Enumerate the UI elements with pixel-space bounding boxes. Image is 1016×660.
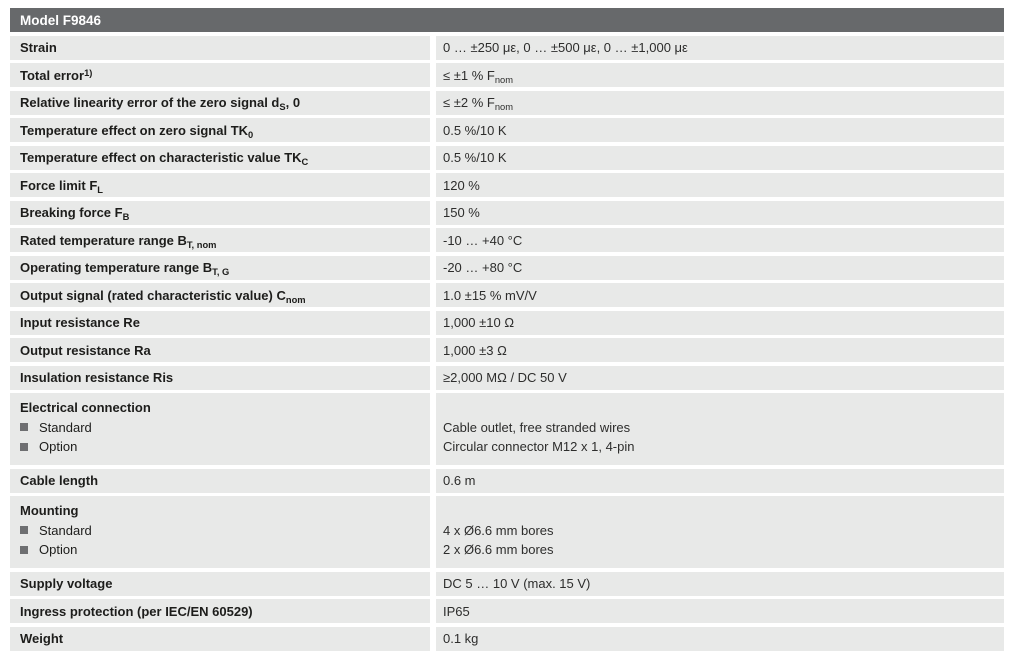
spec-value-text: 1,000 ±3 Ω <box>443 342 507 358</box>
table-row <box>10 91 1004 115</box>
spec-label-text: Operating temperature range $B_{T, G}$ <box>20 260 230 277</box>
spec-label-text: Input resistance Re <box>20 315 140 330</box>
table-row <box>10 572 1004 596</box>
table-row <box>10 201 1004 225</box>
table-row <box>10 173 1004 197</box>
table-row <box>10 366 1004 390</box>
spec-value-text: 1,000 ±10 Ω <box>443 315 515 330</box>
bullet-item-label: Option <box>39 542 78 557</box>
table-row <box>10 469 1004 493</box>
spec-value-text: 0.5 %/10 K <box>443 150 507 165</box>
spec-label <box>10 63 430 87</box>
bullet-item-value: 4 x Ø6.6 mm bores <box>443 522 554 538</box>
spec-label-text: Temperature effect on zero signal $TK_0$ <box>20 122 254 140</box>
spec-value-text: ≥2,000 MΩ / DC 50 V <box>443 370 567 385</box>
spec-value <box>436 393 1004 465</box>
bullet-item-label: Standard <box>39 522 92 538</box>
spec-value <box>436 201 1004 225</box>
spec-value <box>436 338 1004 362</box>
square-bullet-icon <box>20 443 28 451</box>
table-row <box>10 311 1004 335</box>
square-bullet-icon <box>20 423 28 431</box>
spec-value-text: IP65 <box>443 603 470 619</box>
spec-label-text: Supply voltage <box>20 576 113 591</box>
spec-label-text: Force limit $F_L$ <box>20 177 104 195</box>
table-row <box>10 228 1004 252</box>
table-row <box>10 496 1004 568</box>
bullet-line <box>20 437 430 457</box>
bullet-item-value: Cable outlet, free stranded wires <box>443 419 631 435</box>
spec-value <box>436 366 1004 390</box>
spec-label <box>10 283 430 307</box>
spec-value-text: 0 … ±250 με, 0 … ±500 με, 0 … ±1,000 με <box>443 40 688 55</box>
table-row <box>10 393 1004 465</box>
spec-table <box>10 8 1004 651</box>
spec-label <box>10 228 430 252</box>
bullet-item-value: 2 x Ø6.6 mm bores <box>443 542 554 557</box>
spec-value <box>436 228 1004 252</box>
spec-label-text: Relative linearity error of the zero signal $d_S$, 0 <box>20 95 301 112</box>
bullet-line <box>20 540 430 560</box>
spec-label <box>10 338 430 362</box>
spec-label-text: Output signal (rated characteristic value) $C_{nom}$ <box>20 287 306 305</box>
spec-value-text: ≤ ±1 % $F_{nom}$ <box>443 67 514 85</box>
spec-label-text: Rated temperature range $B_{T, nom}$ <box>20 232 217 250</box>
group-title: Mounting <box>20 503 79 518</box>
spec-label <box>10 496 430 568</box>
bullet-line <box>20 521 430 541</box>
spec-value <box>436 173 1004 197</box>
spec-label <box>10 256 430 280</box>
spec-value-text: -20 … +80 °C <box>443 260 523 275</box>
bullet-item-label: Option <box>39 439 78 454</box>
spec-value <box>436 146 1004 170</box>
spec-label <box>10 146 430 170</box>
spec-label <box>10 91 430 115</box>
spec-label-text: Output resistance Ra <box>20 342 151 358</box>
spec-label <box>10 393 430 465</box>
table-row <box>10 36 1004 60</box>
spec-label-text: Total error$^{1)}$ <box>20 67 93 83</box>
spec-value-text: -10 … +40 °C <box>443 232 523 248</box>
spec-value <box>436 311 1004 335</box>
table-row <box>10 256 1004 280</box>
spec-value <box>436 469 1004 493</box>
spec-value-text: 0.1 kg <box>443 631 479 646</box>
square-bullet-icon <box>20 546 28 554</box>
spec-label-text: Insulation resistance Ris <box>20 370 174 385</box>
spec-value <box>436 627 1004 651</box>
spec-label-text: Cable length <box>20 473 99 488</box>
spec-value <box>436 496 1004 568</box>
spec-value <box>436 36 1004 60</box>
spec-value-text: 120 % <box>443 177 480 193</box>
spec-label-text: Strain <box>20 40 57 55</box>
table-title: Model F9846 <box>10 8 1004 32</box>
spec-value <box>436 599 1004 623</box>
spec-value <box>436 283 1004 307</box>
spec-label-text: Weight <box>20 631 64 646</box>
spec-label <box>10 627 430 651</box>
spec-value-text: ≤ ±2 % $F_{nom}$ <box>443 95 514 112</box>
spec-label-text: Breaking force $F_B$ <box>20 205 130 222</box>
spec-value <box>436 63 1004 87</box>
spec-label <box>10 201 430 225</box>
group-title: Electrical connection <box>20 400 151 415</box>
bullet-item-label: Standard <box>39 419 92 435</box>
table-row <box>10 146 1004 170</box>
table-row <box>10 599 1004 623</box>
spec-label-text: Temperature effect on characteristic value $TK_C$ <box>20 150 309 167</box>
spec-value-text: 150 % <box>443 205 480 220</box>
table-row <box>10 627 1004 651</box>
bullet-item-value: Circular connector M12 x 1, 4-pin <box>443 439 635 454</box>
spec-label <box>10 118 430 142</box>
spec-label-text: Ingress protection (per IEC/EN 60529) <box>20 603 253 619</box>
spec-value-text: DC 5 … 10 V (max. 15 V) <box>443 576 591 591</box>
spec-value-text: 0.5 %/10 K <box>443 122 507 138</box>
spec-value-text: 1.0 ±15 % mV/V <box>443 287 537 303</box>
table-row <box>10 63 1004 87</box>
spec-label <box>10 366 430 390</box>
table-row <box>10 118 1004 142</box>
spec-label <box>10 311 430 335</box>
spec-label <box>10 173 430 197</box>
square-bullet-icon <box>20 526 28 534</box>
table-body <box>10 36 1004 651</box>
spec-label <box>10 572 430 596</box>
spec-value-text: 0.6 m <box>443 473 476 488</box>
spec-label <box>10 599 430 623</box>
spec-value <box>436 91 1004 115</box>
spec-label <box>10 469 430 493</box>
table-row <box>10 338 1004 362</box>
spec-value <box>436 256 1004 280</box>
spec-value <box>436 118 1004 142</box>
spec-value <box>436 572 1004 596</box>
spec-label <box>10 36 430 60</box>
bullet-line <box>20 418 430 438</box>
table-row <box>10 283 1004 307</box>
